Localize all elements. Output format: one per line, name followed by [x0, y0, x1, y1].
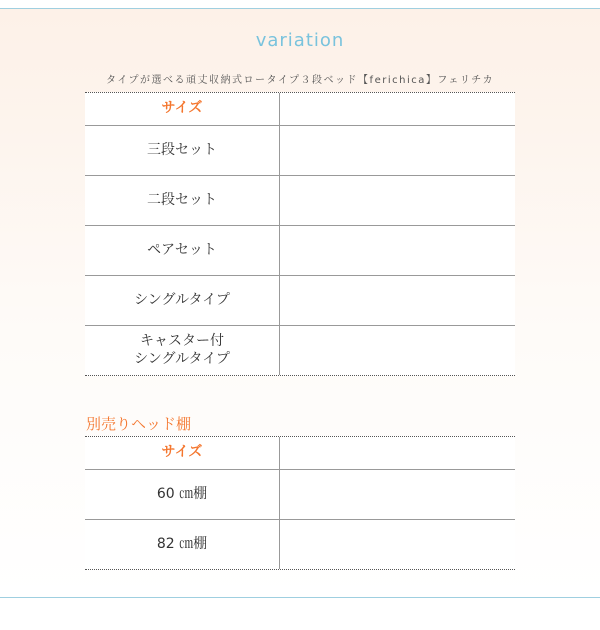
product-subtitle: タイプが選べる頑丈収納式ロータイプ３段ベッド【ferichica】フェリチカ: [106, 75, 494, 86]
table-row: [85, 226, 515, 276]
row-image-cell: [280, 520, 515, 569]
section-title-head-shelf: 別売りヘッド棚: [86, 415, 192, 433]
table-header-row: [85, 93, 515, 126]
row-label: ペアセット: [85, 226, 280, 275]
row-label: シングルタイプ: [85, 276, 280, 325]
row-image-cell: [280, 176, 515, 225]
row-label-line2: シングルタイプ: [134, 350, 230, 367]
row-image-cell: [280, 276, 515, 325]
header-image-cell: [280, 437, 515, 469]
row-image-cell: [280, 470, 515, 519]
row-label-multiline: [85, 326, 280, 375]
table-row: [85, 520, 515, 569]
row-image-cell: [280, 326, 515, 375]
size-header-label: サイズ: [85, 93, 280, 125]
row-label: 二段セット: [85, 176, 280, 225]
row-label: 三段セット: [85, 126, 280, 175]
table-row: [85, 470, 515, 520]
table-row: [85, 126, 515, 176]
row-image-cell: [280, 126, 515, 175]
header-image-cell: [280, 93, 515, 125]
table-header-row: [85, 437, 515, 470]
table-row: [85, 276, 515, 326]
size-header-label: サイズ: [85, 437, 280, 469]
table-row: [85, 176, 515, 226]
head-shelf-table: [85, 436, 515, 570]
page-title: variation: [255, 30, 345, 51]
row-label: 60 ㎝棚: [85, 470, 280, 519]
table-row: [85, 326, 515, 375]
variation-table: [85, 92, 515, 376]
row-label: 82 ㎝棚: [85, 520, 280, 569]
row-label-line1: キャスター付: [139, 333, 224, 349]
row-image-cell: [280, 226, 515, 275]
